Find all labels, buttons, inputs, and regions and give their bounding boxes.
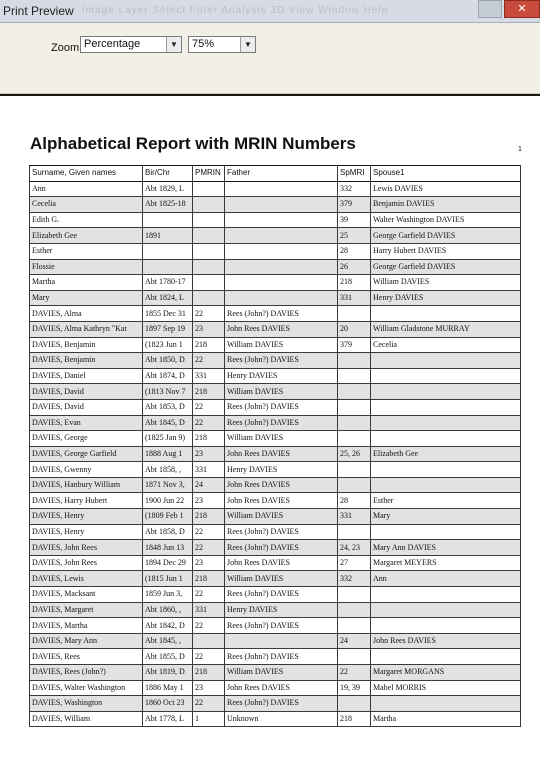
cell-spmrin bbox=[338, 696, 371, 712]
cell-pmrin: 23 bbox=[193, 321, 225, 337]
cell-pmrin bbox=[193, 228, 225, 244]
cell-father: Rees (John?) DAVIES bbox=[225, 399, 338, 415]
cell-pmrin: 331 bbox=[193, 462, 225, 478]
table-row bbox=[30, 446, 521, 462]
cell-spouse: Margaret MEYERS bbox=[371, 555, 521, 571]
cell-pmrin: 23 bbox=[193, 555, 225, 571]
cell-spmrin bbox=[338, 602, 371, 618]
cell-spmrin bbox=[338, 353, 371, 369]
cell-spouse bbox=[371, 524, 521, 540]
cell-pmrin: 218 bbox=[193, 384, 225, 400]
cell-pmrin: 331 bbox=[193, 602, 225, 618]
cell-spmrin: 22 bbox=[338, 665, 371, 681]
cell-father: John Rees DAVIES bbox=[225, 493, 338, 509]
cell-surname: DAVIES, Gwenny bbox=[30, 462, 143, 478]
cell-spmrin bbox=[338, 587, 371, 603]
cell-father: William DAVIES bbox=[225, 431, 338, 447]
cell-surname: Ann bbox=[30, 181, 143, 197]
cell-surname: Elizabeth Gee bbox=[30, 228, 143, 244]
table-row bbox=[30, 477, 521, 493]
cell-father bbox=[225, 228, 338, 244]
cell-birth bbox=[143, 212, 193, 228]
cell-birth bbox=[143, 243, 193, 259]
table-row bbox=[30, 259, 521, 275]
table-row bbox=[30, 181, 521, 197]
table-row bbox=[30, 275, 521, 291]
cell-spmrin bbox=[338, 415, 371, 431]
cell-spmrin: 27 bbox=[338, 555, 371, 571]
page-number: 1 bbox=[518, 146, 522, 153]
cell-spouse: Cecelia bbox=[371, 337, 521, 353]
cell-spouse bbox=[371, 399, 521, 415]
cell-spmrin: 331 bbox=[338, 290, 371, 306]
table-row bbox=[30, 306, 521, 322]
cell-surname: DAVIES, Benjamin bbox=[30, 353, 143, 369]
cell-pmrin: 22 bbox=[193, 524, 225, 540]
cell-father: Rees (John?) DAVIES bbox=[225, 587, 338, 603]
cell-surname: DAVIES, Alma Kathryn "Kat bbox=[30, 321, 143, 337]
cell-spouse: Elizabeth Gee bbox=[371, 446, 521, 462]
cell-spouse bbox=[371, 353, 521, 369]
cell-birth: 1871 Nov 3, bbox=[143, 477, 193, 493]
table-row bbox=[30, 524, 521, 540]
cell-father: William DAVIES bbox=[225, 509, 338, 525]
cell-birth: Abt 1825-18 bbox=[143, 197, 193, 213]
cell-spouse: Ann bbox=[371, 571, 521, 587]
cell-spouse: Mary Ann DAVIES bbox=[371, 540, 521, 556]
table-row bbox=[30, 509, 521, 525]
cell-surname: DAVIES, William bbox=[30, 711, 143, 727]
table-row bbox=[30, 618, 521, 634]
cell-pmrin bbox=[193, 181, 225, 197]
table-row bbox=[30, 353, 521, 369]
cell-pmrin: 218 bbox=[193, 509, 225, 525]
cell-surname: DAVIES, David bbox=[30, 399, 143, 415]
cell-birth: Abt 1842, D bbox=[143, 618, 193, 634]
table-row bbox=[30, 602, 521, 618]
column-header-spouse: Spouse1 bbox=[371, 166, 521, 182]
cell-father: William DAVIES bbox=[225, 571, 338, 587]
zoom-label: Zoom bbox=[51, 42, 80, 54]
cell-spmrin bbox=[338, 477, 371, 493]
cell-pmrin: 22 bbox=[193, 618, 225, 634]
cell-surname: DAVIES, Margaret bbox=[30, 602, 143, 618]
cell-father: Rees (John?) DAVIES bbox=[225, 306, 338, 322]
cell-pmrin bbox=[193, 633, 225, 649]
cell-father: John Rees DAVIES bbox=[225, 555, 338, 571]
cell-surname: Cecelia bbox=[30, 197, 143, 213]
cell-spmrin bbox=[338, 524, 371, 540]
cell-birth: (1815 Jun 1 bbox=[143, 571, 193, 587]
table-row bbox=[30, 197, 521, 213]
cell-father bbox=[225, 290, 338, 306]
cell-surname: DAVIES, Walter Washington bbox=[30, 680, 143, 696]
cell-surname: DAVIES, Benjamin bbox=[30, 337, 143, 353]
table-row bbox=[30, 368, 521, 384]
cell-father: William DAVIES bbox=[225, 665, 338, 681]
cell-spouse: Lewis DAVIES bbox=[371, 181, 521, 197]
cell-pmrin: 22 bbox=[193, 399, 225, 415]
cell-pmrin: 23 bbox=[193, 680, 225, 696]
chevron-down-icon[interactable]: ▼ bbox=[166, 37, 181, 52]
cell-father bbox=[225, 181, 338, 197]
cell-spmrin: 24, 23 bbox=[338, 540, 371, 556]
cell-spouse: George Garfield DAVIES bbox=[371, 259, 521, 275]
table-row bbox=[30, 337, 521, 353]
cell-birth: 1894 Dec 29 bbox=[143, 555, 193, 571]
cell-spmrin: 379 bbox=[338, 337, 371, 353]
window-title: Print Preview bbox=[3, 4, 74, 18]
cell-pmrin bbox=[193, 243, 225, 259]
cell-birth: 1886 May 1 bbox=[143, 680, 193, 696]
zoom-percent-value: 75% bbox=[192, 38, 215, 50]
zoom-mode-select[interactable] bbox=[80, 36, 182, 53]
table-row bbox=[30, 571, 521, 587]
cell-spmrin bbox=[338, 649, 371, 665]
cell-birth bbox=[143, 259, 193, 275]
cell-father: Rees (John?) DAVIES bbox=[225, 696, 338, 712]
cell-father: Rees (John?) DAVIES bbox=[225, 540, 338, 556]
cell-pmrin: 22 bbox=[193, 696, 225, 712]
table-row bbox=[30, 649, 521, 665]
cell-father: John Rees DAVIES bbox=[225, 680, 338, 696]
print-preview-toolbar bbox=[0, 23, 540, 94]
cell-spmrin: 332 bbox=[338, 571, 371, 587]
cell-father bbox=[225, 212, 338, 228]
table-row bbox=[30, 415, 521, 431]
cell-spouse: Esther bbox=[371, 493, 521, 509]
table-row bbox=[30, 290, 521, 306]
cell-birth: Abt 1874, D bbox=[143, 368, 193, 384]
cell-birth: (1823 Jun 1 bbox=[143, 337, 193, 353]
cell-father bbox=[225, 259, 338, 275]
cell-father: Rees (John?) DAVIES bbox=[225, 353, 338, 369]
cell-father: Rees (John?) DAVIES bbox=[225, 524, 338, 540]
table-row bbox=[30, 696, 521, 712]
cell-father: Henry DAVIES bbox=[225, 462, 338, 478]
table-row bbox=[30, 212, 521, 228]
cell-surname: DAVIES, Lewis bbox=[30, 571, 143, 587]
faded-menu-bar: Image Layer Select Filter Analysis 3D View Window Help bbox=[82, 5, 389, 16]
cell-birth: Abt 1780-17 bbox=[143, 275, 193, 291]
column-header-pmrin: PMRIN bbox=[193, 166, 225, 182]
cell-birth: 1891 bbox=[143, 228, 193, 244]
table-row bbox=[30, 633, 521, 649]
cell-pmrin: 22 bbox=[193, 649, 225, 665]
cell-spouse: Margaret MORGANS bbox=[371, 665, 521, 681]
cell-birth: Abt 1858, , bbox=[143, 462, 193, 478]
cell-spouse: Mabel MORRIS bbox=[371, 680, 521, 696]
cell-pmrin: 22 bbox=[193, 587, 225, 603]
cell-pmrin: 218 bbox=[193, 337, 225, 353]
cell-surname: Mary bbox=[30, 290, 143, 306]
cell-pmrin: 22 bbox=[193, 415, 225, 431]
cell-birth: (1809 Feb 1 bbox=[143, 509, 193, 525]
table-row bbox=[30, 384, 521, 400]
table-row bbox=[30, 462, 521, 478]
chevron-down-icon[interactable]: ▼ bbox=[240, 37, 255, 52]
cell-birth: (1825 Jan 9) bbox=[143, 431, 193, 447]
zoom-mode-value: Percentage bbox=[84, 38, 141, 50]
cell-pmrin: 218 bbox=[193, 665, 225, 681]
report-table bbox=[29, 165, 521, 727]
cell-spouse: Harry Hubert DAVIES bbox=[371, 243, 521, 259]
cell-birth: Abt 1829, L bbox=[143, 181, 193, 197]
cell-birth: 1859 Jun 3, bbox=[143, 587, 193, 603]
cell-pmrin bbox=[193, 212, 225, 228]
cell-pmrin: 22 bbox=[193, 353, 225, 369]
cell-spmrin: 20 bbox=[338, 321, 371, 337]
cell-pmrin bbox=[193, 275, 225, 291]
cell-spmrin: 26 bbox=[338, 259, 371, 275]
cell-spouse: George Garfield DAVIES bbox=[371, 228, 521, 244]
title-bar bbox=[0, 0, 540, 23]
cell-spouse bbox=[371, 384, 521, 400]
cell-surname: DAVIES, Harry Hubert bbox=[30, 493, 143, 509]
cell-pmrin: 24 bbox=[193, 477, 225, 493]
column-header-surname: Surname, Given names bbox=[30, 166, 143, 182]
cell-pmrin: 331 bbox=[193, 368, 225, 384]
cell-spmrin: 39 bbox=[338, 212, 371, 228]
cell-pmrin: 22 bbox=[193, 540, 225, 556]
minimize-button[interactable] bbox=[478, 0, 502, 18]
cell-pmrin: 23 bbox=[193, 493, 225, 509]
cell-surname: DAVIES, George bbox=[30, 431, 143, 447]
table-row bbox=[30, 587, 521, 603]
cell-birth: Abt 1819, D bbox=[143, 665, 193, 681]
column-header-father: Father bbox=[225, 166, 338, 182]
cell-spmrin bbox=[338, 384, 371, 400]
cell-father: John Rees DAVIES bbox=[225, 321, 338, 337]
cell-pmrin bbox=[193, 197, 225, 213]
cell-spouse: Walter Washington DAVIES bbox=[371, 212, 521, 228]
cell-spmrin: 218 bbox=[338, 275, 371, 291]
cell-birth: 1900 Jun 22 bbox=[143, 493, 193, 509]
cell-spouse bbox=[371, 696, 521, 712]
cell-birth: Abt 1778, L bbox=[143, 711, 193, 727]
cell-spmrin bbox=[338, 368, 371, 384]
cell-spouse bbox=[371, 462, 521, 478]
table-row bbox=[30, 711, 521, 727]
cell-birth: Abt 1845, D bbox=[143, 415, 193, 431]
table-row bbox=[30, 321, 521, 337]
cell-pmrin bbox=[193, 259, 225, 275]
cell-father: Henry DAVIES bbox=[225, 602, 338, 618]
cell-surname: DAVIES, John Rees bbox=[30, 555, 143, 571]
table-row bbox=[30, 665, 521, 681]
cell-spmrin: 331 bbox=[338, 509, 371, 525]
cell-birth: 1888 Aug 1 bbox=[143, 446, 193, 462]
cell-father: Rees (John?) DAVIES bbox=[225, 618, 338, 634]
table-header-row bbox=[30, 166, 521, 182]
cell-birth: (1813 Nov 7 bbox=[143, 384, 193, 400]
cell-spmrin: 218 bbox=[338, 711, 371, 727]
cell-birth: Abt 1860, , bbox=[143, 602, 193, 618]
cell-surname: DAVIES, Hanbury William bbox=[30, 477, 143, 493]
cell-spmrin: 19, 39 bbox=[338, 680, 371, 696]
cell-surname: Esther bbox=[30, 243, 143, 259]
cell-father bbox=[225, 243, 338, 259]
cell-surname: DAVIES, Daniel bbox=[30, 368, 143, 384]
preview-page bbox=[0, 94, 540, 774]
cell-father: Rees (John?) DAVIES bbox=[225, 649, 338, 665]
cell-spmrin bbox=[338, 618, 371, 634]
cell-birth: Abt 1858, D bbox=[143, 524, 193, 540]
cell-spouse bbox=[371, 618, 521, 634]
cell-surname: Flossie bbox=[30, 259, 143, 275]
cell-birth: 1860 Oct 23 bbox=[143, 696, 193, 712]
close-icon: ✕ bbox=[517, 3, 527, 15]
cell-surname: DAVIES, Mary Ann bbox=[30, 633, 143, 649]
cell-spouse: John Rees DAVIES bbox=[371, 633, 521, 649]
cell-spmrin: 28 bbox=[338, 243, 371, 259]
cell-father: William DAVIES bbox=[225, 384, 338, 400]
cell-birth: Abt 1853, D bbox=[143, 399, 193, 415]
cell-spmrin: 332 bbox=[338, 181, 371, 197]
table-row bbox=[30, 680, 521, 696]
report-title: Alphabetical Report with MRIN Numbers bbox=[30, 134, 356, 153]
table-row bbox=[30, 243, 521, 259]
cell-spmrin: 25, 26 bbox=[338, 446, 371, 462]
cell-father: John Rees DAVIES bbox=[225, 477, 338, 493]
cell-father bbox=[225, 197, 338, 213]
cell-birth: 1855 Dec 31 bbox=[143, 306, 193, 322]
cell-surname: DAVIES, George Garfield bbox=[30, 446, 143, 462]
cell-father: Unknown bbox=[225, 711, 338, 727]
table-row bbox=[30, 493, 521, 509]
column-header-spmrin: SpMRI bbox=[338, 166, 371, 182]
cell-spouse bbox=[371, 477, 521, 493]
cell-spouse: Benjamin DAVIES bbox=[371, 197, 521, 213]
cell-birth: 1897 Sep 19 bbox=[143, 321, 193, 337]
cell-spouse bbox=[371, 415, 521, 431]
cell-spmrin bbox=[338, 399, 371, 415]
cell-spouse: Henry DAVIES bbox=[371, 290, 521, 306]
cell-birth: Abt 1845, , bbox=[143, 633, 193, 649]
cell-spouse bbox=[371, 649, 521, 665]
cell-spmrin: 25 bbox=[338, 228, 371, 244]
cell-pmrin: 22 bbox=[193, 306, 225, 322]
cell-pmrin: 218 bbox=[193, 431, 225, 447]
cell-spmrin bbox=[338, 462, 371, 478]
table-row bbox=[30, 228, 521, 244]
cell-surname: DAVIES, Washington bbox=[30, 696, 143, 712]
cell-surname: DAVIES, Rees (John?) bbox=[30, 665, 143, 681]
column-header-birth: Bir/Chr bbox=[143, 166, 193, 182]
cell-father: Henry DAVIES bbox=[225, 368, 338, 384]
cell-spouse: William DAVIES bbox=[371, 275, 521, 291]
cell-surname: Martha bbox=[30, 275, 143, 291]
cell-spouse bbox=[371, 431, 521, 447]
cell-spouse bbox=[371, 587, 521, 603]
cell-father: John Rees DAVIES bbox=[225, 446, 338, 462]
cell-spouse bbox=[371, 368, 521, 384]
cell-pmrin: 218 bbox=[193, 571, 225, 587]
cell-father bbox=[225, 633, 338, 649]
cell-spouse: Martha bbox=[371, 711, 521, 727]
cell-spmrin: 379 bbox=[338, 197, 371, 213]
cell-father bbox=[225, 275, 338, 291]
cell-surname: DAVIES, Martha bbox=[30, 618, 143, 634]
table-row bbox=[30, 555, 521, 571]
cell-surname: Edith G. bbox=[30, 212, 143, 228]
cell-pmrin: 23 bbox=[193, 446, 225, 462]
cell-surname: DAVIES, Rees bbox=[30, 649, 143, 665]
cell-surname: DAVIES, David bbox=[30, 384, 143, 400]
cell-spmrin: 24 bbox=[338, 633, 371, 649]
cell-spmrin: 28 bbox=[338, 493, 371, 509]
cell-pmrin: 1 bbox=[193, 711, 225, 727]
cell-father: Rees (John?) DAVIES bbox=[225, 415, 338, 431]
table-row bbox=[30, 431, 521, 447]
cell-birth: Abt 1855, D bbox=[143, 649, 193, 665]
cell-spouse: Mary bbox=[371, 509, 521, 525]
cell-birth: Abt 1850, D bbox=[143, 353, 193, 369]
cell-spmrin bbox=[338, 431, 371, 447]
zoom-percent-select[interactable] bbox=[188, 36, 256, 53]
cell-spouse bbox=[371, 306, 521, 322]
cell-surname: DAVIES, John Rees bbox=[30, 540, 143, 556]
cell-spouse bbox=[371, 602, 521, 618]
table-row bbox=[30, 540, 521, 556]
cell-birth: 1848 Jun 13 bbox=[143, 540, 193, 556]
cell-pmrin bbox=[193, 290, 225, 306]
cell-surname: DAVIES, Alma bbox=[30, 306, 143, 322]
close-button[interactable] bbox=[504, 0, 540, 18]
cell-surname: DAVIES, Macksant bbox=[30, 587, 143, 603]
table-row bbox=[30, 399, 521, 415]
cell-surname: DAVIES, Evan bbox=[30, 415, 143, 431]
cell-spouse: William Gladstone MURRAY bbox=[371, 321, 521, 337]
cell-surname: DAVIES, Henry bbox=[30, 509, 143, 525]
cell-birth: Abt 1824, L bbox=[143, 290, 193, 306]
cell-surname: DAVIES, Henry bbox=[30, 524, 143, 540]
cell-father: William DAVIES bbox=[225, 337, 338, 353]
cell-spmrin bbox=[338, 306, 371, 322]
